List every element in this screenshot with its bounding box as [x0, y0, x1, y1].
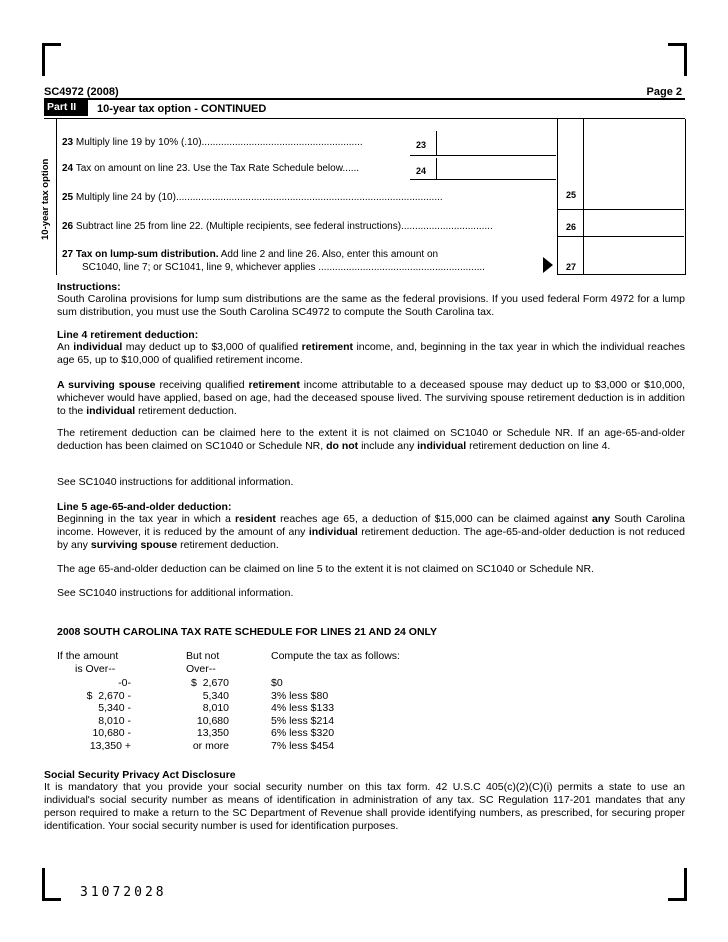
privacy-body: It is mandatory that you provide your social security number on this tax form. 42 U.S.C 405(c)(2)(C)(i) permits a state to use an individual's social security number as means of identification in administration of any tax. SC Regulation 117-201 mandates that any person required to make a return to the SC Department of Revenue shall provide identifying numbers, as prescribed, for securing proper identification. Your social security number is used for identification purposes. — [44, 781, 685, 832]
line-24-amount[interactable] — [437, 158, 556, 180]
line-25-text: Multiply line 24 by (10)................................................................................................ — [75, 192, 443, 203]
schedule-col1-header-2: is Over-- — [75, 663, 116, 675]
line-25-box-label: 25 — [566, 190, 577, 200]
part-title: 10-year tax option - CONTINUED — [97, 103, 267, 115]
line-24: 24 Tax on amount on line 23. Use the Tax Rate Schedule below...... — [62, 163, 360, 174]
schedule-compute-0: $0 — [271, 677, 283, 689]
schedule-over-4: 10,680 - — [92, 727, 131, 740]
line4-heading: Line 4 retirement deduction: — [57, 329, 199, 341]
corner-mark-top-right — [668, 43, 687, 76]
side-label-text: 10-year tax option — [40, 158, 51, 240]
line-26: 26 Subtract line 25 from line 22. (Multiple recipients, see federal instructions)................................. — [62, 221, 493, 232]
schedule-over-3: 8,010 - — [98, 714, 131, 727]
line-23-text: Multiply line 19 by 10% (.10).......................................................... — [75, 137, 363, 148]
line-26-amount[interactable] — [558, 212, 684, 237]
schedule-over-0: -0- — [118, 677, 131, 689]
line4-para-3: The retirement deduction can be claimed here to the extent it is not claimed on SC1040 or Schedule NR. If an age-65-and-older deduction has been claimed on SC1040 or Schedule NR, do not include any individual retirement deduction on line 4. — [57, 427, 685, 452]
corner-mark-bottom-left — [42, 868, 61, 901]
line5-para-2: The age 65-and-older deduction can be claimed on line 5 to the extent it is not claimed on SC1040 or Schedule NR. — [57, 563, 594, 575]
line5-heading: Line 5 age-65-and-older deduction: — [57, 501, 232, 513]
schedule-col3-header: Compute the tax as follows: — [271, 650, 400, 662]
schedule-col2-header-2: Over-- — [186, 663, 216, 675]
line-27-text-1: Add line 2 and line 26. Also, enter this amount on — [218, 249, 439, 260]
line4-para-1: An individual may deduct up to $3,000 of qualified retirement income, and, beginning in the tax year in which the individual reaches age 65, up to $10,000 of qualified retirement income. — [57, 341, 686, 366]
line-27-box-label: 27 — [566, 262, 577, 272]
schedule-col2-header-1: But not — [186, 650, 220, 662]
line-26-text: Subtract line 25 from line 22. (Multiple recipients, see federal instructions)................................. — [75, 221, 493, 232]
schedule-title: 2008 SOUTH CAROLINA TAX RATE SCHEDULE FOR LINES 21 AND 24 ONLY — [57, 626, 438, 638]
form-code: 31072028 — [80, 885, 167, 900]
part-label: Part II — [44, 100, 88, 116]
schedule-compute-5: 7% less $454 — [271, 740, 335, 752]
line4-para-4: See SC1040 instructions for additional information. — [57, 476, 294, 488]
form-id: SC4972 (2008) — [44, 86, 119, 98]
schedule-over-2: 5,340 - — [98, 702, 131, 715]
line-24-box-label: 24 — [416, 166, 427, 176]
schedule-not-over-5: or more — [192, 740, 229, 752]
schedule-not-over-3: 10,680 — [196, 714, 229, 727]
line4-para-2: A surviving spouse receiving qualified retirement income attributable to a deceased spouse may deduct up to $3,000 or $10,000, whichever would have applied, based on age, had the deceased spouse lived. The surviving spouse retirement deduction is in addition to the individual retirement deduction. — [57, 379, 686, 417]
line-25: 25 Multiply line 24 by (10)................................................................................................ — [62, 192, 443, 203]
line5-para-1: Beginning in the tax year in which a resident reaches age 65, a deduction of $15,000 can be claimed against any South Carolina income. However, it is reduced by the amount of any individual retirement deduction. The age-65-and-older deduction is not reduced by any surviving spouse retirement deduction. — [57, 513, 685, 551]
line-27: 27 Tax on lump-sum distribution. Add line 2 and line 26. Also, enter this amount on — [62, 249, 439, 260]
line-27-cont: SC1040, line 7; or SC1041, line 9, whichever applies ............................................................ — [82, 262, 485, 273]
line-23: 23 Multiply line 19 by 10% (.10).......................................................... — [62, 137, 363, 148]
schedule-compute-2: 4% less $133 — [271, 702, 335, 715]
instructions-body: South Carolina provisions for lump sum distributions are the same as the federal provisions. If you used federal Form 4972 for a lump sum distribution, you must use the South Carolina SC4972 to compute the South Carolina tax. — [57, 293, 685, 318]
corner-mark-top-left — [42, 43, 61, 76]
line-24-text: Tax on amount on line 23. Use the Tax Rate Schedule below...... — [75, 163, 360, 174]
page-number: Page 2 — [646, 86, 682, 98]
schedule-over-1: $ 2,670 - — [86, 689, 131, 702]
instructions-heading: Instructions: — [57, 281, 121, 293]
schedule-col1-header-1: If the amount — [57, 650, 119, 662]
line-26-box-label: 26 — [566, 222, 577, 232]
schedule-not-over-4: 13,350 — [196, 727, 229, 740]
schedule-not-over-2: 8,010 — [202, 702, 229, 715]
schedule-compute-1: 3% less $80 — [271, 689, 329, 702]
side-label-rule — [56, 119, 57, 275]
line-23-amount[interactable] — [437, 131, 556, 156]
line-23-box-label: 23 — [416, 140, 427, 150]
schedule-not-over-1: 5,340 — [202, 689, 229, 702]
header-rule — [44, 98, 685, 100]
schedule-compute-3: 5% less $214 — [271, 714, 335, 727]
line5-para-3: See SC1040 instructions for additional information. — [57, 587, 294, 599]
schedule-not-over-0: $ 2,670 — [191, 677, 229, 689]
corner-mark-bottom-right — [668, 868, 687, 901]
line-25-amount[interactable] — [558, 185, 684, 210]
line-27-bold: Tax on lump-sum distribution. — [75, 249, 219, 260]
schedule-over-5: 13,350 + — [89, 740, 131, 752]
side-label — [40, 158, 54, 350]
privacy-heading: Social Security Privacy Act Disclosure — [44, 769, 236, 781]
schedule-compute-4: 6% less $320 — [271, 727, 335, 740]
arrow-right-icon — [543, 257, 553, 273]
